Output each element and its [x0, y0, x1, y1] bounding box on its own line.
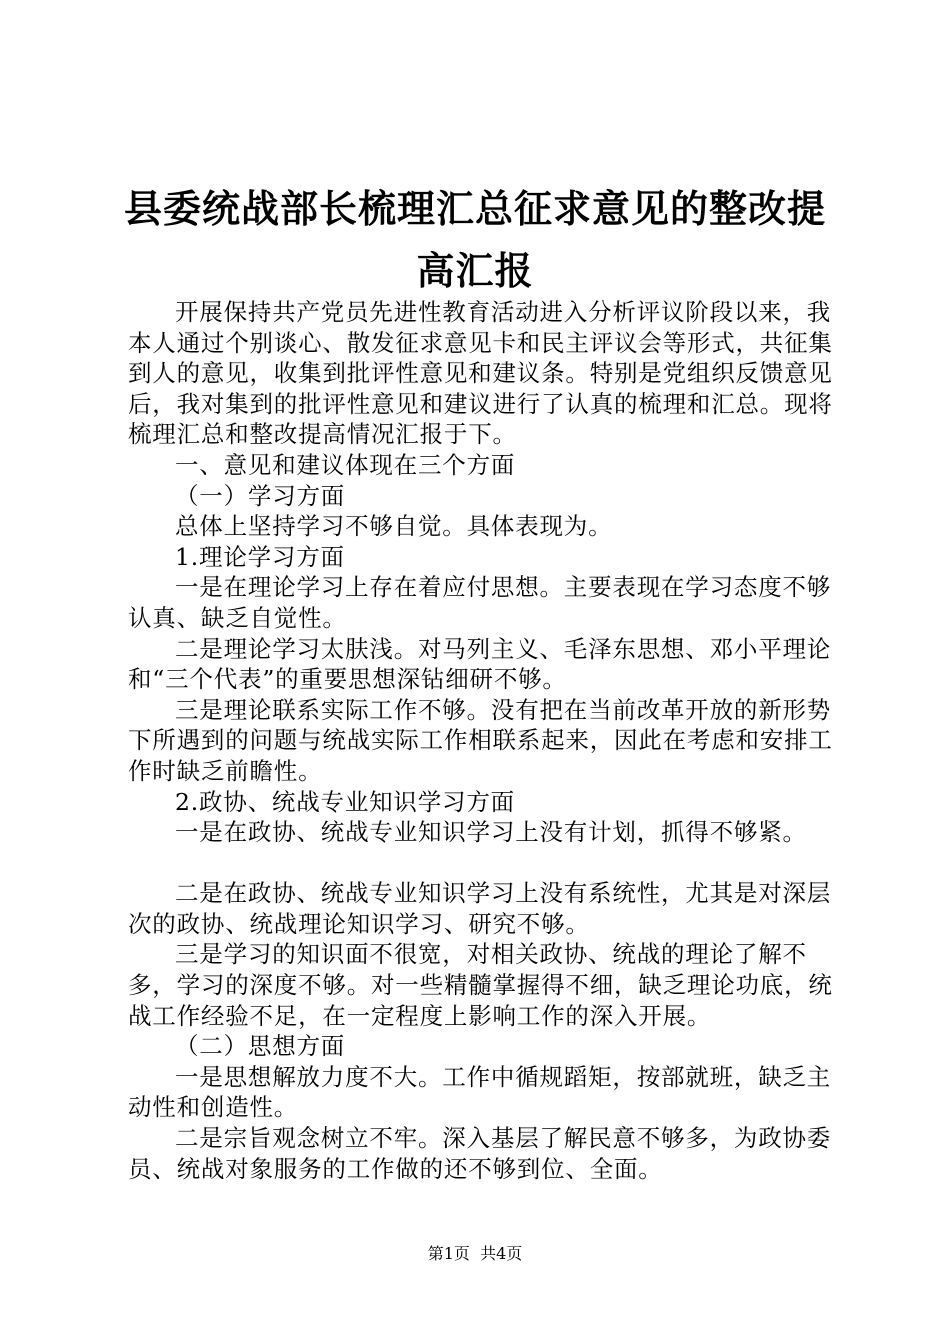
paragraph-thought-1: 一是思想解放力度不大。工作中循规蹈矩，按部就班，缺乏主动性和创造性。	[128, 1062, 832, 1122]
paragraph-theory-1: 一是在理论学习上存在着应付思想。主要表现在学习态度不够认真、缺乏自觉性。	[128, 573, 832, 632]
document-body	[128, 297, 848, 1184]
page-footer	[0, 1243, 950, 1265]
paragraph-theory-3: 三是理论联系实际工作不够。没有把在当前改革开放的新形势下所遇到的问题与统战实际工作相联系起来，因此在考虑和安排工作时缺乏前瞻性。	[128, 695, 833, 785]
section-heading-1: 一、意见和建议体现在三个方面	[175, 450, 516, 479]
paragraph-professional-1: 一是在政协、统战专业知识学习上没有计划，抓得不够紧。	[175, 818, 807, 847]
paragraph-thought-2: 二是宗旨观念树立不牢。深入基层了解民意不够多，为政协委员、统战对象服务的工作做的还不够到位、全面。	[128, 1124, 832, 1183]
paragraph-intro: 开展保持共产党员先进性教育活动进入分析评议阶段以来，我本人通过个别谈心、散发征求意见卡和民主评议会等形式，共征集到人的意见，收集到批评性意见和建议条。特别是党组织反馈意见后，我对集到的批评性意见和建议进行了认真的梳理和汇总。现将梳理汇总和整改提高情况汇报于下。	[128, 298, 833, 449]
document-title: 县委统战部长梳理汇总征求意见的整改提高汇报	[123, 186, 826, 293]
paragraph-study-summary: 总体上坚持学习不够自觉。具体表现为。	[175, 512, 613, 541]
paragraph-professional-2: 二是在政协、统战专业知识学习上没有系统性，尤其是对深层次的政协、统战理论知识学习、研究不够。	[128, 879, 832, 938]
subsection-heading-study: （一）学习方面	[175, 481, 346, 510]
paragraph-professional-3: 三是学习的知识面不很宽，对相关政协、统战的理论了解不多，学习的深度不够。对一些精髓掌握得不细，缺乏理论功底，统战工作经验不足，在一定程度上影响工作的深入开展。	[128, 940, 833, 1030]
item-heading-theory: 1.理论学习方面	[175, 542, 345, 571]
page-number-label: 第1页 共4页	[427, 1244, 523, 1263]
paragraph-theory-2: 二是理论学习太肤浅。对马列主义、毛泽东思想、邓小平理论和“三个代表”的重要思想深钻细研不够。	[128, 634, 832, 694]
item-heading-professional: 2.政协、统战专业知识学习方面	[175, 787, 515, 816]
subsection-heading-thought: （二）思想方面	[175, 1032, 346, 1061]
